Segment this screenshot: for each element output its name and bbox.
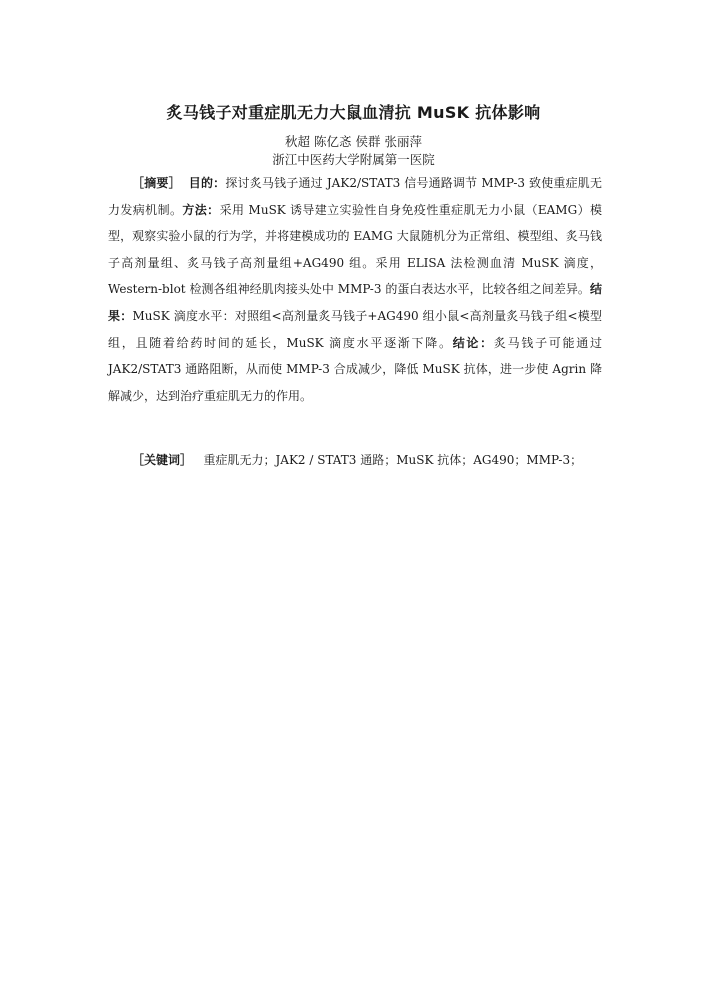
result-text: MuSK 滴度水平：对照组<高剂量炙马钱子+AG490 组小鼠<高剂量炙马钱子组<模型组，且随着给药时间的延长，MuSK 滴度水平逐渐下降。: [108, 308, 602, 350]
author-list: 秋超 陈亿忞 侯群 张丽萍: [285, 134, 422, 149]
paper-title: 炙马钱子对重症肌无力大鼠血清抗 MuSK 抗体影响: [166, 103, 541, 122]
abstract-paragraph: [108, 170, 602, 409]
objective-label: 目的：: [188, 176, 226, 190]
keywords-paragraph: [108, 447, 602, 473]
method-label: 方法：: [182, 202, 220, 217]
keywords-text: 重症肌无力；JAK2 / STAT3 通路；MuSK 抗体；AG490；MMP-3；: [203, 453, 583, 467]
keywords-label: ［关键词］: [132, 453, 193, 467]
affiliation: 浙江中医药大学附属第一医院: [272, 152, 435, 167]
abstract-label: ［摘要］: [132, 176, 181, 190]
result-label: 结果：: [108, 282, 602, 323]
method-text: 采用 MuSK 诱导建立实验性自身免疫性重症肌无力小鼠（EAMG）模型，观察实验小鼠的行为学，并将建模成功的 EAMG 大鼠随机分为正常组、模型组、炙马钱子高剂量组、炙马钱子高剂量组+AG490 组。采用 ELISA 法检测血清 MuSK 滴度，Western-blot 检测各组神经肌肉接头处中 MMP-3 的蛋白表达水平，比较各组之间差异。: [108, 202, 602, 297]
objective-text: 探讨炙马钱子通过 JAK2/STAT3 信号通路调节 MMP-3 致使重症肌无力发病机制。: [108, 176, 602, 217]
conclusion-label: 结论：: [452, 335, 494, 350]
conclusion-text: 炙马钱子可能通过 JAK2/STAT3 通路阻断，从而使 MMP-3 合成减少，降低 MuSK 抗体，进一步使 Agrin 降解减少，达到治疗重症肌无力的作用。: [108, 335, 602, 403]
